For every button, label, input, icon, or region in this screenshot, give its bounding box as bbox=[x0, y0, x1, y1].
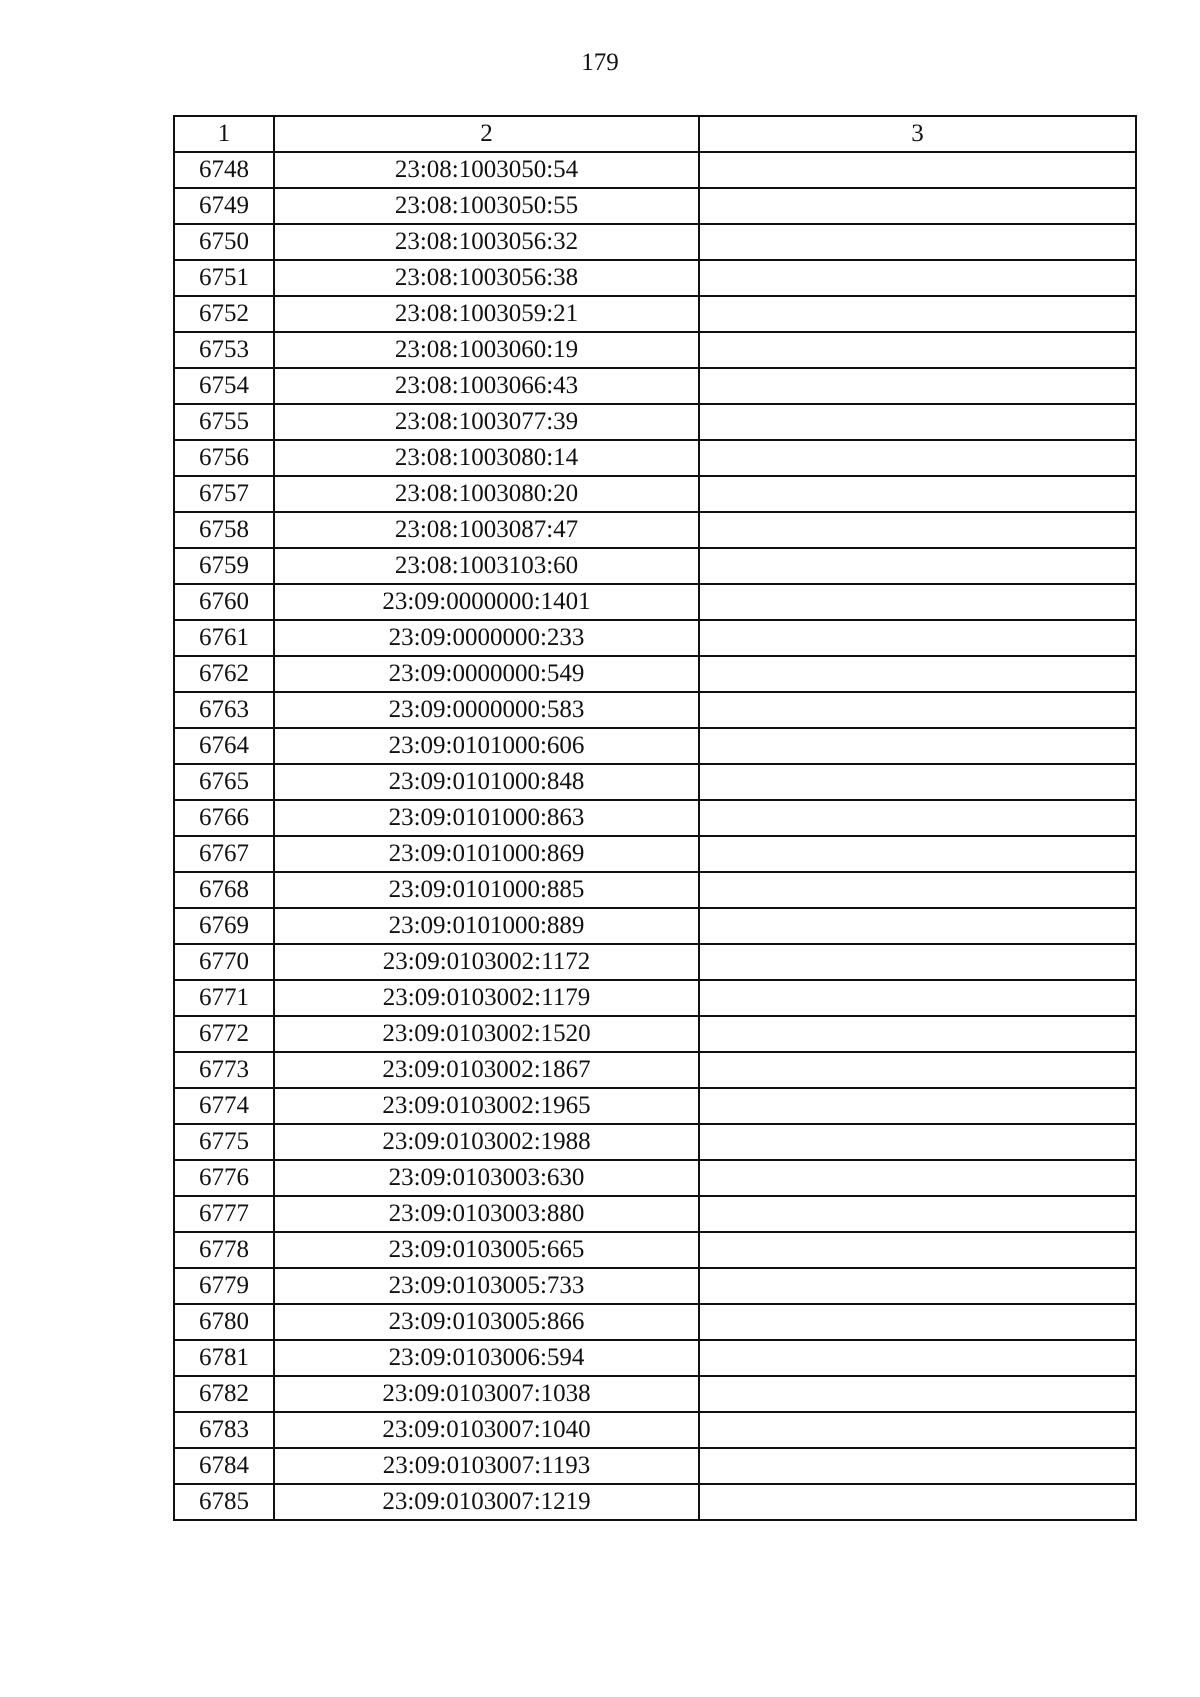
row-number-cell: 6778 bbox=[174, 1232, 274, 1268]
row-number-cell: 6753 bbox=[174, 332, 274, 368]
table-row bbox=[174, 1088, 1136, 1124]
notes-cell bbox=[699, 440, 1136, 476]
notes-cell bbox=[699, 512, 1136, 548]
table-row bbox=[174, 1124, 1136, 1160]
table-row bbox=[174, 728, 1136, 764]
row-number-cell: 6771 bbox=[174, 980, 274, 1016]
cadastral-number-cell: 23:09:0103002:1520 bbox=[274, 1016, 699, 1052]
cadastral-number-cell: 23:08:1003080:20 bbox=[274, 476, 699, 512]
cadastral-number-cell: 23:09:0101000:885 bbox=[274, 872, 699, 908]
table-row bbox=[174, 692, 1136, 728]
column-header-3: 3 bbox=[699, 116, 1136, 152]
cadastral-number-cell: 23:08:1003087:47 bbox=[274, 512, 699, 548]
notes-cell bbox=[699, 764, 1136, 800]
cadastral-number-cell: 23:08:1003050:54 bbox=[274, 152, 699, 188]
cadastral-number-cell: 23:09:0103003:880 bbox=[274, 1196, 699, 1232]
table-header-row bbox=[174, 116, 1136, 152]
cadastral-number-cell: 23:09:0103002:1988 bbox=[274, 1124, 699, 1160]
table-row bbox=[174, 1268, 1136, 1304]
row-number-cell: 6764 bbox=[174, 728, 274, 764]
notes-cell bbox=[699, 1016, 1136, 1052]
registry-table bbox=[173, 115, 1137, 1521]
row-number-cell: 6782 bbox=[174, 1376, 274, 1412]
row-number-cell: 6776 bbox=[174, 1160, 274, 1196]
notes-cell bbox=[699, 1412, 1136, 1448]
cadastral-number-cell: 23:09:0103005:733 bbox=[274, 1268, 699, 1304]
notes-cell bbox=[699, 620, 1136, 656]
row-number-cell: 6769 bbox=[174, 908, 274, 944]
cadastral-number-cell: 23:08:1003060:19 bbox=[274, 332, 699, 368]
cadastral-number-cell: 23:08:1003066:43 bbox=[274, 368, 699, 404]
notes-cell bbox=[699, 188, 1136, 224]
row-number-cell: 6777 bbox=[174, 1196, 274, 1232]
table-row bbox=[174, 800, 1136, 836]
cadastral-number-cell: 23:09:0103002:1965 bbox=[274, 1088, 699, 1124]
table-row bbox=[174, 1484, 1136, 1520]
notes-cell bbox=[699, 1232, 1136, 1268]
table-row bbox=[174, 1160, 1136, 1196]
table-row bbox=[174, 656, 1136, 692]
notes-cell bbox=[699, 1268, 1136, 1304]
table-row bbox=[174, 1016, 1136, 1052]
cadastral-number-cell: 23:09:0103005:866 bbox=[274, 1304, 699, 1340]
row-number-cell: 6757 bbox=[174, 476, 274, 512]
notes-cell bbox=[699, 656, 1136, 692]
notes-cell bbox=[699, 1160, 1136, 1196]
table-row bbox=[174, 260, 1136, 296]
table-row bbox=[174, 908, 1136, 944]
cadastral-number-cell: 23:09:0000000:1401 bbox=[274, 584, 699, 620]
table-row bbox=[174, 1448, 1136, 1484]
row-number-cell: 6765 bbox=[174, 764, 274, 800]
cadastral-number-cell: 23:09:0103002:1172 bbox=[274, 944, 699, 980]
notes-cell bbox=[699, 1448, 1136, 1484]
row-number-cell: 6779 bbox=[174, 1268, 274, 1304]
row-number-cell: 6766 bbox=[174, 800, 274, 836]
notes-cell bbox=[699, 548, 1136, 584]
table-row bbox=[174, 764, 1136, 800]
table-row bbox=[174, 1412, 1136, 1448]
notes-cell bbox=[699, 224, 1136, 260]
notes-cell bbox=[699, 1124, 1136, 1160]
notes-cell bbox=[699, 1052, 1136, 1088]
table-body bbox=[174, 152, 1136, 1520]
row-number-cell: 6774 bbox=[174, 1088, 274, 1124]
cadastral-number-cell: 23:08:1003059:21 bbox=[274, 296, 699, 332]
cadastral-number-cell: 23:09:0101000:889 bbox=[274, 908, 699, 944]
cadastral-number-cell: 23:09:0103007:1219 bbox=[274, 1484, 699, 1520]
notes-cell bbox=[699, 908, 1136, 944]
row-number-cell: 6754 bbox=[174, 368, 274, 404]
row-number-cell: 6773 bbox=[174, 1052, 274, 1088]
row-number-cell: 6783 bbox=[174, 1412, 274, 1448]
notes-cell bbox=[699, 800, 1136, 836]
row-number-cell: 6770 bbox=[174, 944, 274, 980]
table-row bbox=[174, 188, 1136, 224]
table-row bbox=[174, 1232, 1136, 1268]
notes-cell bbox=[699, 296, 1136, 332]
cadastral-number-cell: 23:09:0103003:630 bbox=[274, 1160, 699, 1196]
cadastral-number-cell: 23:08:1003080:14 bbox=[274, 440, 699, 476]
notes-cell bbox=[699, 368, 1136, 404]
page-number: 179 bbox=[581, 49, 619, 76]
row-number-cell: 6751 bbox=[174, 260, 274, 296]
table-row bbox=[174, 872, 1136, 908]
cadastral-number-cell: 23:09:0101000:869 bbox=[274, 836, 699, 872]
table-row bbox=[174, 512, 1136, 548]
cadastral-number-cell: 23:09:0103006:594 bbox=[274, 1340, 699, 1376]
cadastral-number-cell: 23:09:0101000:863 bbox=[274, 800, 699, 836]
cadastral-number-cell: 23:08:1003077:39 bbox=[274, 404, 699, 440]
table-row bbox=[174, 1304, 1136, 1340]
cadastral-number-cell: 23:08:1003103:60 bbox=[274, 548, 699, 584]
row-number-cell: 6755 bbox=[174, 404, 274, 440]
table-row bbox=[174, 296, 1136, 332]
row-number-cell: 6761 bbox=[174, 620, 274, 656]
row-number-cell: 6772 bbox=[174, 1016, 274, 1052]
row-number-cell: 6758 bbox=[174, 512, 274, 548]
cadastral-number-cell: 23:08:1003050:55 bbox=[274, 188, 699, 224]
table-row bbox=[174, 548, 1136, 584]
table-row bbox=[174, 620, 1136, 656]
cadastral-number-cell: 23:09:0101000:606 bbox=[274, 728, 699, 764]
notes-cell bbox=[699, 152, 1136, 188]
table-row bbox=[174, 1340, 1136, 1376]
notes-cell bbox=[699, 692, 1136, 728]
row-number-cell: 6759 bbox=[174, 548, 274, 584]
cadastral-number-cell: 23:09:0103005:665 bbox=[274, 1232, 699, 1268]
table-row bbox=[174, 440, 1136, 476]
notes-cell bbox=[699, 980, 1136, 1016]
cadastral-number-cell: 23:09:0103002:1867 bbox=[274, 1052, 699, 1088]
table-row bbox=[174, 1052, 1136, 1088]
cadastral-number-cell: 23:09:0103007:1038 bbox=[274, 1376, 699, 1412]
notes-cell bbox=[699, 1484, 1136, 1520]
row-number-cell: 6748 bbox=[174, 152, 274, 188]
row-number-cell: 6749 bbox=[174, 188, 274, 224]
table-row bbox=[174, 836, 1136, 872]
table-row bbox=[174, 980, 1136, 1016]
notes-cell bbox=[699, 404, 1136, 440]
table-row bbox=[174, 1196, 1136, 1232]
table-row bbox=[174, 332, 1136, 368]
cadastral-number-cell: 23:09:0101000:848 bbox=[274, 764, 699, 800]
table-row bbox=[174, 224, 1136, 260]
row-number-cell: 6763 bbox=[174, 692, 274, 728]
table-row bbox=[174, 152, 1136, 188]
notes-cell bbox=[699, 1088, 1136, 1124]
notes-cell bbox=[699, 1196, 1136, 1232]
notes-cell bbox=[699, 260, 1136, 296]
row-number-cell: 6775 bbox=[174, 1124, 274, 1160]
table-row bbox=[174, 476, 1136, 512]
notes-cell bbox=[699, 584, 1136, 620]
cadastral-number-cell: 23:09:0103007:1040 bbox=[274, 1412, 699, 1448]
table-row bbox=[174, 368, 1136, 404]
notes-cell bbox=[699, 1376, 1136, 1412]
row-number-cell: 6784 bbox=[174, 1448, 274, 1484]
cadastral-number-cell: 23:09:0103002:1179 bbox=[274, 980, 699, 1016]
row-number-cell: 6768 bbox=[174, 872, 274, 908]
row-number-cell: 6781 bbox=[174, 1340, 274, 1376]
cadastral-number-cell: 23:09:0103007:1193 bbox=[274, 1448, 699, 1484]
cadastral-number-cell: 23:08:1003056:32 bbox=[274, 224, 699, 260]
cadastral-number-cell: 23:09:0000000:549 bbox=[274, 656, 699, 692]
row-number-cell: 6767 bbox=[174, 836, 274, 872]
notes-cell bbox=[699, 728, 1136, 764]
row-number-cell: 6760 bbox=[174, 584, 274, 620]
notes-cell bbox=[699, 332, 1136, 368]
cadastral-number-cell: 23:08:1003056:38 bbox=[274, 260, 699, 296]
table-row bbox=[174, 404, 1136, 440]
row-number-cell: 6752 bbox=[174, 296, 274, 332]
notes-cell bbox=[699, 476, 1136, 512]
row-number-cell: 6756 bbox=[174, 440, 274, 476]
notes-cell bbox=[699, 1304, 1136, 1340]
notes-cell bbox=[699, 1340, 1136, 1376]
column-header-1: 1 bbox=[174, 116, 274, 152]
cadastral-number-cell: 23:09:0000000:233 bbox=[274, 620, 699, 656]
notes-cell bbox=[699, 944, 1136, 980]
cadastral-number-cell: 23:09:0000000:583 bbox=[274, 692, 699, 728]
column-header-2: 2 bbox=[274, 116, 699, 152]
row-number-cell: 6750 bbox=[174, 224, 274, 260]
notes-cell bbox=[699, 872, 1136, 908]
row-number-cell: 6762 bbox=[174, 656, 274, 692]
table-row bbox=[174, 1376, 1136, 1412]
notes-cell bbox=[699, 836, 1136, 872]
row-number-cell: 6785 bbox=[174, 1484, 274, 1520]
table-row bbox=[174, 944, 1136, 980]
table-row bbox=[174, 584, 1136, 620]
row-number-cell: 6780 bbox=[174, 1304, 274, 1340]
